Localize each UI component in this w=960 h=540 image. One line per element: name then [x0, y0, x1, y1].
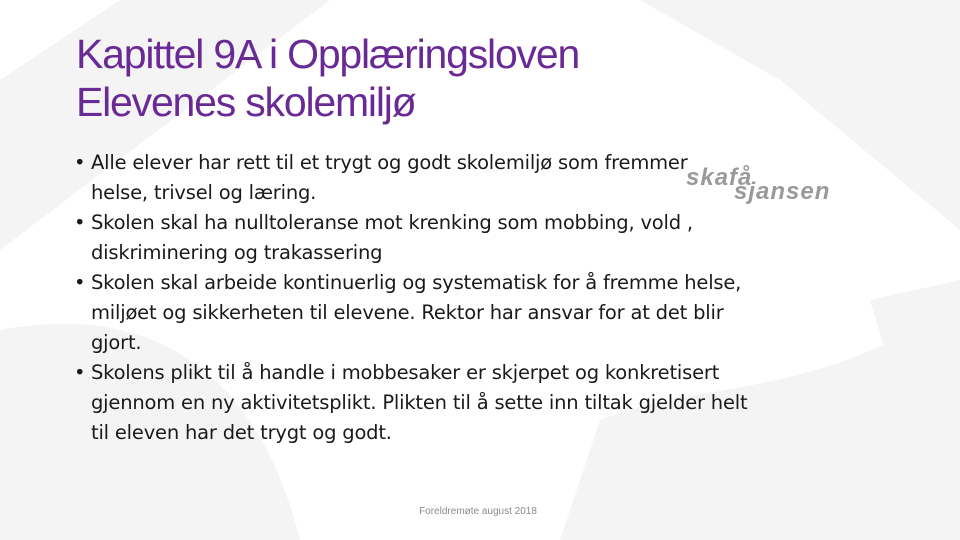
- bullet-line: • Skolen skal arbeide kontinuerlig og systematisk for å fremme helse,: [91, 271, 742, 294]
- bullet-line: • Alle elever har rett til et trygt og godt skolemiljø som fremmer: [91, 151, 688, 174]
- slide-footer: Foreldremøte august 2018: [419, 506, 537, 517]
- title-line-2: Elevenes skolemiljø: [76, 79, 416, 125]
- bullet-line: • Skolens plikt til å handle i mobbesaker er skjerpet og konkretisert: [91, 361, 720, 384]
- slide-title: [76, 30, 579, 126]
- bullet-line: gjennom en ny aktivitetsplikt. Plikten til å sette inn tiltak gjelder helt: [91, 391, 748, 414]
- bullet-item: [74, 208, 874, 268]
- bullet-item: [74, 268, 874, 358]
- bullet-line: til eleven har det trygt og godt.: [91, 421, 392, 444]
- logo-text-line-2: sjansen: [734, 178, 831, 205]
- bullet-line: • Skolen skal ha nulltoleranse mot krenking som mobbing, vold ,: [91, 211, 693, 234]
- bullet-line: gjort.: [91, 331, 142, 354]
- bullet-line: helse, trivsel og læring.: [91, 181, 317, 204]
- title-line-1: Kapittel 9A i Opplæringsloven: [76, 31, 580, 77]
- bullet-line: miljøet og sikkerheten til elevene. Rektor har ansvar for at det blir: [91, 301, 724, 324]
- bullet-item: [74, 358, 874, 448]
- logo-text-line-1: skafå: [686, 164, 753, 191]
- bullet-line: diskriminering og trakassering: [91, 241, 383, 264]
- skafa-sjansen-logo: [686, 162, 836, 212]
